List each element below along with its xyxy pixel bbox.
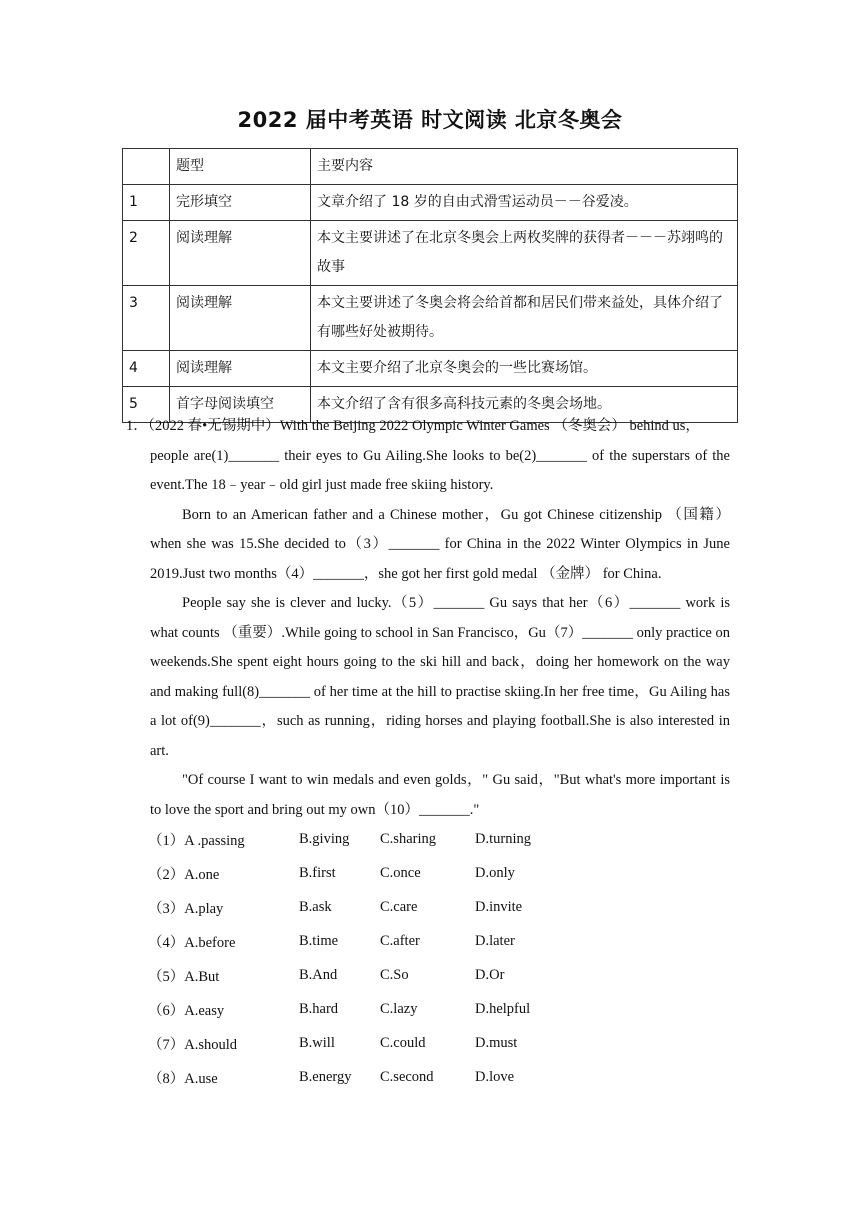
question-stem: 1．（2022 春•无锡期中）With the Beijing 2022 Olympic Winter Games （冬奥会） behind us，: [126, 418, 700, 434]
option-b: B.time: [299, 932, 339, 949]
option-a: （2）A.one: [148, 866, 220, 883]
option-d: D.invite: [475, 898, 523, 915]
option-b: B.energy: [299, 1068, 352, 1085]
table-row: [123, 221, 738, 286]
option-c: C.So: [380, 966, 409, 983]
option-c: C.once: [380, 864, 421, 881]
option-c: C.lazy: [380, 1000, 418, 1017]
table-cell: 2: [123, 221, 170, 286]
option-row: [148, 958, 595, 992]
option-row: [148, 924, 595, 958]
option-row: [148, 992, 595, 1026]
option-a: （8）A.use: [148, 1070, 218, 1087]
option-d: D.helpful: [475, 1000, 531, 1017]
option-b: B.first: [299, 864, 336, 881]
passage-paragraph: people are(1)_______ their eyes to Gu Ailing.She looks to be(2)_______ of the superstars of the event.The 18﹣year﹣old girl just made free skiing history.: [150, 447, 730, 493]
option-d: D.later: [475, 932, 515, 949]
option-c: C.could: [380, 1034, 426, 1051]
option-c: C.care: [380, 898, 418, 915]
table-cell: 阅读理解: [170, 286, 311, 351]
table-cell: 题型: [170, 149, 311, 185]
table-cell: 阅读理解: [170, 221, 311, 286]
option-c: C.second: [380, 1068, 434, 1085]
summary-table: [122, 148, 738, 423]
table-cell: 本文主要介绍了北京冬奥会的一些比赛场馆。: [311, 351, 738, 387]
page-title: 2022 届中考英语 时文阅读 北京冬奥会: [237, 108, 623, 132]
option-a: （7）A.should: [148, 1036, 238, 1053]
table-cell: 4: [123, 351, 170, 387]
option-row: [148, 890, 595, 924]
option-row: [148, 822, 595, 856]
table-cell: 本文主要讲述了冬奥会将会给首都和居民们带来益处，具体介绍了有哪些好处被期待。: [311, 286, 738, 351]
table-row: [123, 185, 738, 221]
table-cell: 首字母阅读填空: [170, 387, 311, 423]
option-b: B.hard: [299, 1000, 339, 1017]
option-d: D.only: [475, 864, 515, 881]
option-row: [148, 1026, 595, 1060]
option-a: （5）A.But: [148, 968, 220, 985]
option-b: B.giving: [299, 830, 350, 847]
option-a: （4）A.before: [148, 934, 236, 951]
table-cell: 1: [123, 185, 170, 221]
answer-options: [148, 822, 595, 1094]
option-a: （1）A .passing: [148, 832, 245, 849]
table-header-row: [123, 149, 738, 185]
option-d: D.turning: [475, 830, 531, 847]
option-row: [148, 1060, 595, 1094]
question-1-passage: [126, 412, 730, 825]
option-a: （6）A.easy: [148, 1002, 225, 1019]
table-cell: [123, 149, 170, 185]
passage-paragraph: People say she is clever and lucky.（5）_______ Gu says that her（6）_______ work is what counts （重要）.While going to school in San Francisco，Gu（7）_______ only practice on weekends.She spent eight hours going to the ski hill and back，doing her homework on the way and making full(8)_______ of her time at the hill to practise skiing.In her free time，Gu Ailing has a lot of(9)_______，such as running，riding horses and playing football.She is also interested in art.: [150, 595, 730, 759]
table-cell: 完形填空: [170, 185, 311, 221]
option-row: [148, 856, 595, 890]
option-d: D.love: [475, 1068, 515, 1085]
option-b: B.ask: [299, 898, 332, 915]
table-cell: 3: [123, 286, 170, 351]
passage-paragraph: Born to an American father and a Chinese mother，Gu got Chinese citizenship （国籍） when she was 15.She decided to（3）_______ for China in the 2022 Winter Olympics in June 2019.Just two months（4）_______，she got her first gold medal （金牌） for China.: [150, 506, 730, 582]
table-row: [123, 286, 738, 351]
table-cell: 本文介绍了含有很多高科技元素的冬奥会场地。: [311, 387, 738, 423]
option-b: B.And: [299, 966, 338, 983]
option-b: B.will: [299, 1034, 335, 1051]
table-cell: 阅读理解: [170, 351, 311, 387]
option-a: （3）A.play: [148, 900, 224, 917]
table-row: [123, 351, 738, 387]
option-d: D.Or: [475, 966, 505, 983]
table-cell: 主要内容: [311, 149, 738, 185]
table-cell: 5: [123, 387, 170, 423]
table-cell: 本文主要讲述了在北京冬奥会上两枚奖牌的获得者－－－苏翊鸣的故事: [311, 221, 738, 286]
table-cell: 文章介绍了 18 岁的自由式滑雪运动员－－谷爱凌。: [311, 185, 738, 221]
option-d: D.must: [475, 1034, 518, 1051]
option-c: C.after: [380, 932, 420, 949]
passage-paragraph: "Of course I want to win medals and even golds，" Gu said，"But what's more important is to love the sport and bring out my own（10）_______.": [150, 772, 730, 818]
option-c: C.sharing: [380, 830, 436, 847]
